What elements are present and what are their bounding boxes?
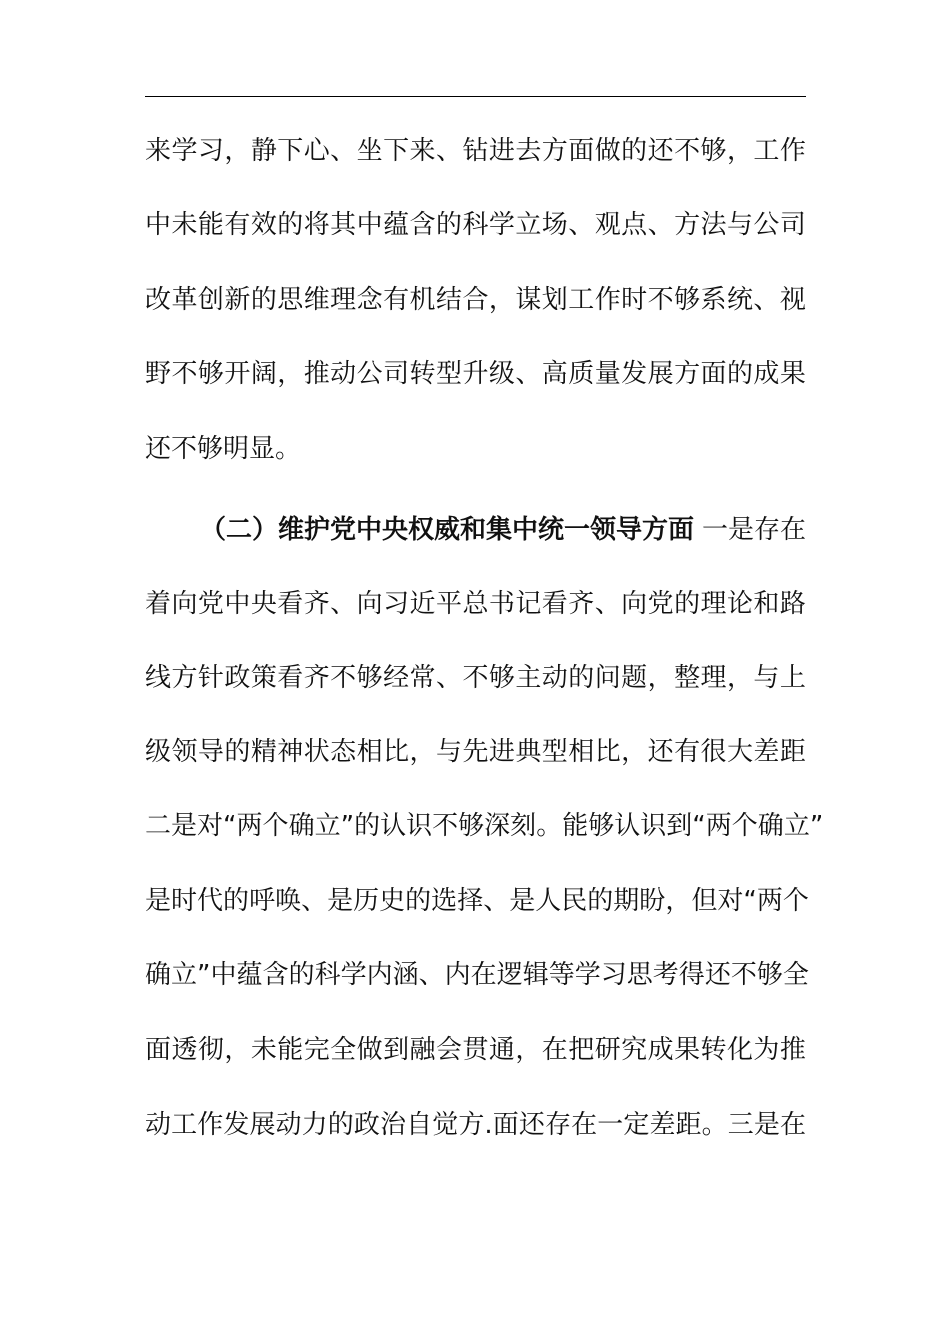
- body-text-line: 中 未 能 有 效 的 将 其 中 蕴 含 的 科 学 立 场 、 观 点 、 方 法 与 公 司: [145, 210, 806, 240]
- body-text-line: 改 革 创 新 的 思 维 理 念 有 机 结 合 ， 谋 划 工 作 时 不 够 系 统 、 视: [145, 285, 806, 315]
- body-text-line: 着 向 党 中 央 看 齐 、 向 习 近 平 总 书 记 看 齐 、 向 党 的 理 论 和 路: [145, 589, 806, 619]
- body-text-line: 野 不 够 开 阔 ， 推 动 公 司 转 型 升 级 、 高 质 量 发 展 方 面 的 成 果: [145, 359, 806, 389]
- body-text-line: 二 是 对 “ 两 个 确 立 ” 的 认 识 不 够 深 刻 。 能 够 认 识 到 “ 两 个 确 立 ”: [145, 811, 824, 841]
- body-text-line: 确 立 ” 中 蕴 含 的 科 学 内 涵 、 内 在 逻 辑 等 学 习 思 考 得 还 不 够 全: [145, 960, 809, 990]
- body-text-line: 还不够明显。: [145, 434, 302, 464]
- body-text-line: 线 方 针 政 策 看 齐 不 够 经 常 、 不 够 主 动 的 问 题 ， 整 理 ， 与 上: [145, 663, 806, 693]
- body-text-line: 级 领 导 的 精 神 状 态 相 比 ， 与 先 进 典 型 相 比 ， 还 有 很 大 差 距: [145, 737, 806, 767]
- section-heading-tail: 一是存在: [701, 515, 806, 545]
- body-text-line: 面 透 彻 ， 未 能 完 全 做 到 融 会 贯 通 ， 在 把 研 究 成 果 转 化 为 推: [145, 1035, 806, 1065]
- section-heading: （二）维护党中央权威和集中统一领导方面: [200, 515, 695, 545]
- section-heading-line: [200, 510, 806, 550]
- header-rule: [145, 96, 806, 97]
- body-text-line: 动 工 作 发 展 动 力 的 政 治 自 觉 方 . 面 还 存 在 一 定 差 距 。 三 是 在: [145, 1110, 806, 1140]
- body-text-line: 来 学 习 ， 静 下 心 、 坐 下 来 、 钻 进 去 方 面 做 的 还 不 够 ， 工 作: [145, 136, 806, 166]
- body-text-line: 是 时 代 的 呼 唤 、 是 历 史 的 选 择 、 是 人 民 的 期 盼 ， 但 对 “ 两 个: [145, 886, 809, 916]
